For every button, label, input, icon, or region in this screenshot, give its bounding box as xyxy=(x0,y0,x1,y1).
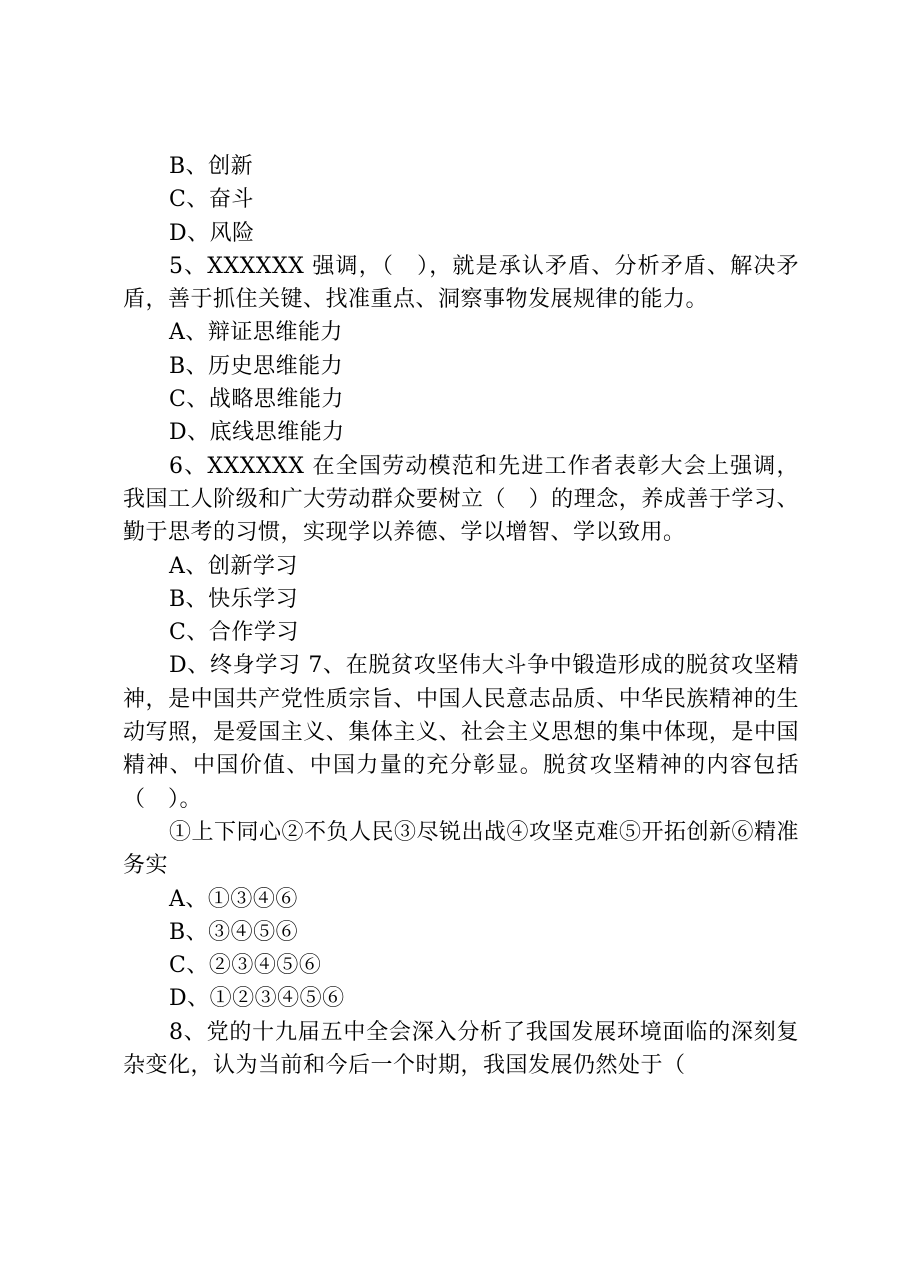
q5-option-d: D、底线思维能力 xyxy=(169,420,345,446)
q5-option-a: A、辩证思维能力 xyxy=(169,320,343,346)
q6-option-d-and-q7-stem: D、终身学习 7、在脱贫攻坚伟大斗争中锻造形成的脱贫攻坚精神，是中国共产党性质宗旨、中国人民意志品质、中华民族精神的生动写照，是爱国主义、集体主义、社会主义思想的集中体现，是中国精神、中国价值、中国力量的充分彰显。脱贫攻坚精神的内容包括（ ）。 xyxy=(123,653,799,812)
q6-option-c: C、合作学习 xyxy=(169,620,299,646)
q6-option-b: B、快乐学习 xyxy=(169,586,299,612)
q7-option-c: C、②③④⑤⑥ xyxy=(169,953,322,979)
document-body xyxy=(123,150,799,1082)
q7-option-a: A、①③④⑥ xyxy=(169,886,298,912)
q6-stem: 6、XXXXXX 在全国劳动模范和先进工作者表彰大会上强调，我国工人阶级和广大劳动群众要树立（ ）的理念，养成善于学习、勤于思考的习惯，实现学以养德、学以增智、学以致用。 xyxy=(123,453,799,546)
q4-option-d: D、风险 xyxy=(169,220,255,246)
q5-stem: 5、XXXXXX 强调，（ ），就是承认矛盾、分析矛盾、解决矛盾，善于抓住关键、找准重点、洞察事物发展规律的能力。 xyxy=(123,253,799,313)
q7-option-b: B、③④⑤⑥ xyxy=(169,919,299,945)
q7-items: ①上下同心②不负人民③尽锐出战④攻坚克难⑤开拓创新⑥精准务实 xyxy=(123,819,800,879)
q5-option-c: C、战略思维能力 xyxy=(169,387,344,413)
q7-option-d: D、①②③④⑤⑥ xyxy=(169,986,345,1012)
q8-stem: 8、党的十九届五中全会深入分析了我国发展环境面临的深刻复杂变化，认为当前和今后一个时期，我国发展仍然处于（ xyxy=(123,1019,799,1079)
q6-option-a: A、创新学习 xyxy=(169,553,298,579)
q4-option-c: C、奋斗 xyxy=(169,187,254,213)
q5-option-b: B、历史思维能力 xyxy=(169,353,344,379)
q4-option-b: B、创新 xyxy=(169,154,254,179)
